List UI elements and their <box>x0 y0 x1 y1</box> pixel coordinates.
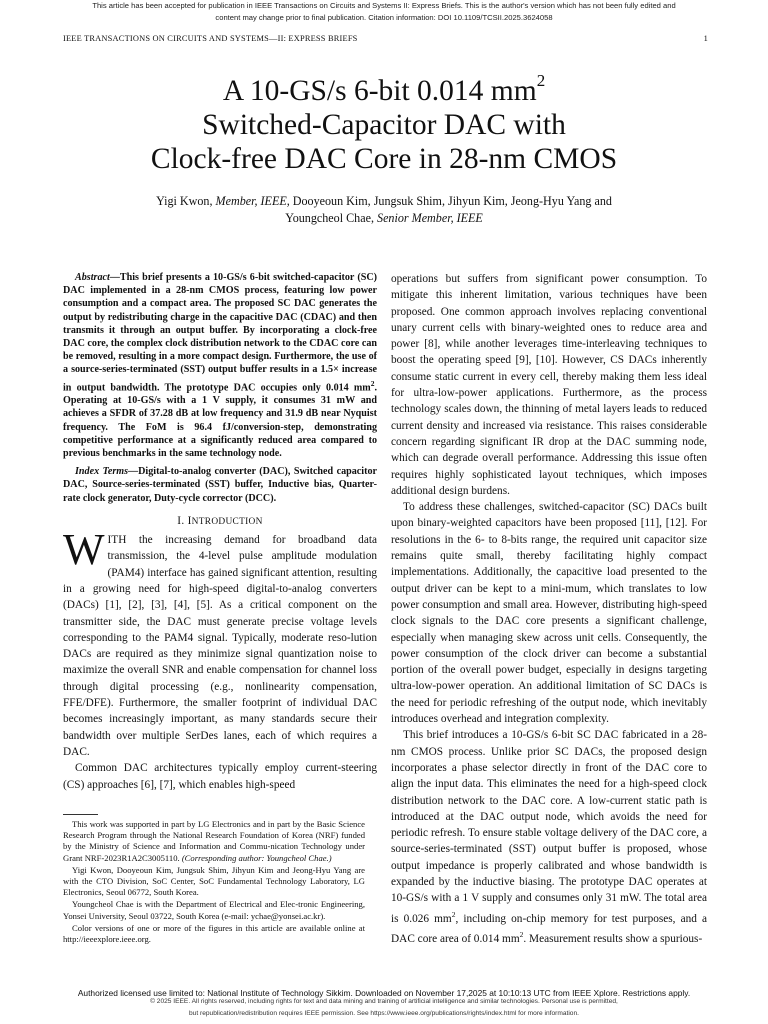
left-column <box>63 271 377 793</box>
permission-footer: but republication/redistribution requires IEEE permission. See https://www.ieee.org/publications/rights/index.html for more information. <box>189 1010 579 1017</box>
author-line1 <box>60 193 708 210</box>
intro-paragraph-2: Common DAC architectures typically employ current-steering (CS) approaches [6], [7], which enables high-speed <box>63 762 377 791</box>
footnotes <box>63 814 365 946</box>
title-line1 <box>40 71 728 108</box>
title-superscript: 2 <box>536 71 546 90</box>
index-terms-label: Index Terms <box>75 466 129 478</box>
right-paragraph-3-a: This brief introduces a 10-GS/s 6-bit SC DAC fabricated in a 28-nm CMOS process. Unlike prior SC DACs, the proposed design incorporates a phase selector directly in front of the DAC core to align the input data. This eliminates the need for a high-speed clock distribution network to the DAC core. A low-current static path is introduced at the DAC output node, which avoids the need for periodic refresh. To ensure stable voltage delivery of the DAC core, a source-series-terminated (SST) output buffer is proposed, whose output impedance is properly calibrated and whose bandwidth is expanded by the inductive biasing. The prototype DAC operates at 10-GS/s with a 1 V supply and consumes only 31 mW. The total area is 0.026 mm <box>391 729 707 925</box>
footnote-color-versions: Color versions of one or more of the figures in this article are available online at http://ieeexplore.ieee.org. <box>63 922 365 945</box>
section-title-rest: NTRODUCTION <box>191 516 263 527</box>
author-first-role: Member, IEEE, <box>215 194 290 208</box>
intro-paragraph-1-text: ITH the increasing demand for broadband data transmission, the 4-level pulse amplitude modulation (PAM4) interface has gained significant attention, resulting in a growing need for high-speed digital-to-analog converters (DACs) [1], [2], [3], [4], [5]. As a critical component on the transmitter side, the DAC must generate precise voltage levels corresponding to the PAM4 signal. Typically, moderate reso-lution DACs are required as they minimize signal quantization noise to maximize the overall SNR and enable compensation for channel loss through digital processing (e.g., nonlinearity compensation, FFE/DFE). Furthermore, the smaller footprint of individual DAC becomes increasingly important, as many standards secure their bandwidth over multiple SerDes lanes, each of which requires a DAC. <box>63 534 377 758</box>
paper-title <box>40 71 728 176</box>
drop-cap: W <box>63 525 105 575</box>
index-terms <box>63 465 377 505</box>
publication-notice-line1: This article has been accepted for publication in IEEE Transactions on Circuits and Systems II: Express Briefs. This is the author's version which has not been fully edited and <box>92 1 676 10</box>
right-paragraph-1: operations but suffers from significant power consumption. To mitigate this inherent limitation, various techniques have been proposed. One common approach involves replacing conventional unary current cells with binary-weighted ones to reduce area and power [8], while another leverages time-interleaving techniques to boost the operating speed [9], [10]. However, CS DACs inherently consume static current in every cell, thereby making them less ideal for ultra-low-power applications. Furthermore, as the process technology scales down, the thinning of metal layers leads to reduced current density and increased via resistance. This raises considerable concern regarding significant IR drop at the DAC summing node, which can degrade overall performance. Addressing this issue often requires highly sophisticated layout techniques, which imposes additional design burdens. <box>391 273 707 497</box>
abstract-superscript: 2 <box>370 378 375 388</box>
author-last-role: Senior Member, IEEE <box>377 211 483 225</box>
abstract-label: Abstract <box>75 272 110 283</box>
right-column <box>391 271 707 947</box>
author-line2 <box>60 210 708 227</box>
right-paragraph-3-b: , including on-chip memory for test purposes, and a DAC core area of 0.014 mm <box>391 912 707 945</box>
abstract-text-cont: . Operating at 10-GS/s with a 1 V supply, it consumes 31 mW and achieves a SFDR of 37.28 dB at low frequency and 31.9 dB near Nyquist frequency. The FoM is 96.4 fJ/conversion-step, demonstrating competitive performance at a significantly reduced area compared to previous benchmarks in the same technology node. <box>63 381 377 459</box>
section-numeral: I. I <box>177 514 192 527</box>
footnote-corresponding: (Corresponding author: Youngcheol Chae.) <box>181 852 332 863</box>
footnote-affiliation-2: Youngcheol Chae is with the Department of Electrical and Elec-tronic Engineering, Yonsei University, Seoul 03722, South Korea (e-mail: ychae@yonsei.ac.kr). <box>63 899 365 921</box>
title-line3: Clock-free DAC Core in 28-nm CMOS <box>150 143 618 175</box>
section-heading-introduction <box>63 513 377 530</box>
right-paragraph-3-sup1: 2 <box>451 909 456 919</box>
right-paragraph-3 <box>391 727 707 946</box>
right-paragraph-2: To address these challenges, switched-capacitor (SC) DACs built upon binary-weighted capacitors have been proposed [11], [12]. For resolutions in the 6- to 8-bits range, the required unit capacitor size remains quite small, thereby facilitating highly compact implementations. Additionally, the capacitive load presented to the output driver can be kept to a mini-mum, which translates to low power consumption and small area. However, distributing high-speed clock signals to the DAC core presents a significant challenge, especially when managing skew across unit cells. Consequently, the power consumption of the clock driver can become a substantial portion of the overall power budget, especially in designs targeting ultra-low-power operation. An additional limitation of SC DACs is the need for periodic refreshing of the output node, which inevitably introduces overhead and integration complexity. <box>391 501 707 726</box>
license-footer: Authorized licensed use limited to: National Institute of Technology Sikkim. Downloaded on November 17,2025 at 10:10:13 UTC from IEEE Xplore. Restrictions apply. <box>77 988 691 998</box>
title-line1-text: A 10-GS/s 6-bit 0.014 mm <box>222 75 537 107</box>
footnote-funding <box>63 819 365 864</box>
right-paragraph-3-sup2: 2 <box>519 929 524 939</box>
publication-notice-line2: content may change prior to final publication. Citation information: DOI 10.1109/TCSII.2025.3624058 <box>215 12 553 22</box>
intro-paragraph-1 <box>63 525 377 760</box>
abstract <box>63 271 377 460</box>
publication-notice <box>0 0 768 23</box>
author-list <box>60 193 708 227</box>
copyright-footer: © 2025 IEEE. All rights reserved, including rights for text and data mining and training of artificial intelligence and similar technologies. Personal use is permitted, <box>150 998 618 1005</box>
footnote-affiliation-1: Yigi Kwon, Dooyeoun Kim, Jungsuk Shim, Jihyun Kim and Jeong-Hyu Yang are with the CTO Division, SoC Center, SoC Fundamental Technology Laboratory, LG Electronics, Seoul 06772, South Korea. <box>63 864 365 898</box>
author-others: Dooyeoun Kim, Jungsuk Shim, Jihyun Kim, Jeong-Hyu Yang and <box>289 194 612 208</box>
journal-name: IEEE TRANSACTIONS ON CIRCUITS AND SYSTEMS—II: EXPRESS BRIEFS <box>63 34 358 43</box>
author-first: Yigi Kwon, <box>156 194 216 208</box>
running-head <box>63 34 708 43</box>
author-last: Youngcheol Chae, <box>285 211 378 225</box>
title-line2: Switched-Capacitor DAC with <box>202 109 566 141</box>
page-number: 1 <box>703 34 708 43</box>
footnote-rule <box>63 814 98 815</box>
right-paragraph-3-c: . Measurement results show a spurious- <box>523 932 703 945</box>
footnote-funding-text: This work was supported in part by LG Electronics and in part by the Basic Science Research Program through the National Research Foundation of Korea (NRF) funded by the Ministry of Science and Information and Commu-nication Technology under Grant NRF-2023R1A2C3005110. <box>63 819 365 863</box>
abstract-text: —This brief presents a 10-GS/s 6-bit switched-capacitor (SC) DAC implemented in a 28-nm CMOS process, featuring low power consumption and a compact area. The proposed SC DAC generates the output by redistributing charge in the capacitive DAC (CDAC) and then transmits it through an output buffer. By incorporating a clock-free DAC core, the complex clock distribution network to the CDAC core can be removed, resulting in a more compact design. Furthermore, the use of a source-series-terminated (SST) output buffer results in a 1.5× increase in output bandwidth. The prototype DAC occupies only 0.014 mm <box>63 272 377 393</box>
index-terms-text: —Digital-to-analog converter (DAC), Switched capacitor DAC, Source-series-terminated (SST) buffer, Inductive bias, Quarter-rate clock generator, Duty-cycle corrector (DCC). <box>63 466 377 504</box>
